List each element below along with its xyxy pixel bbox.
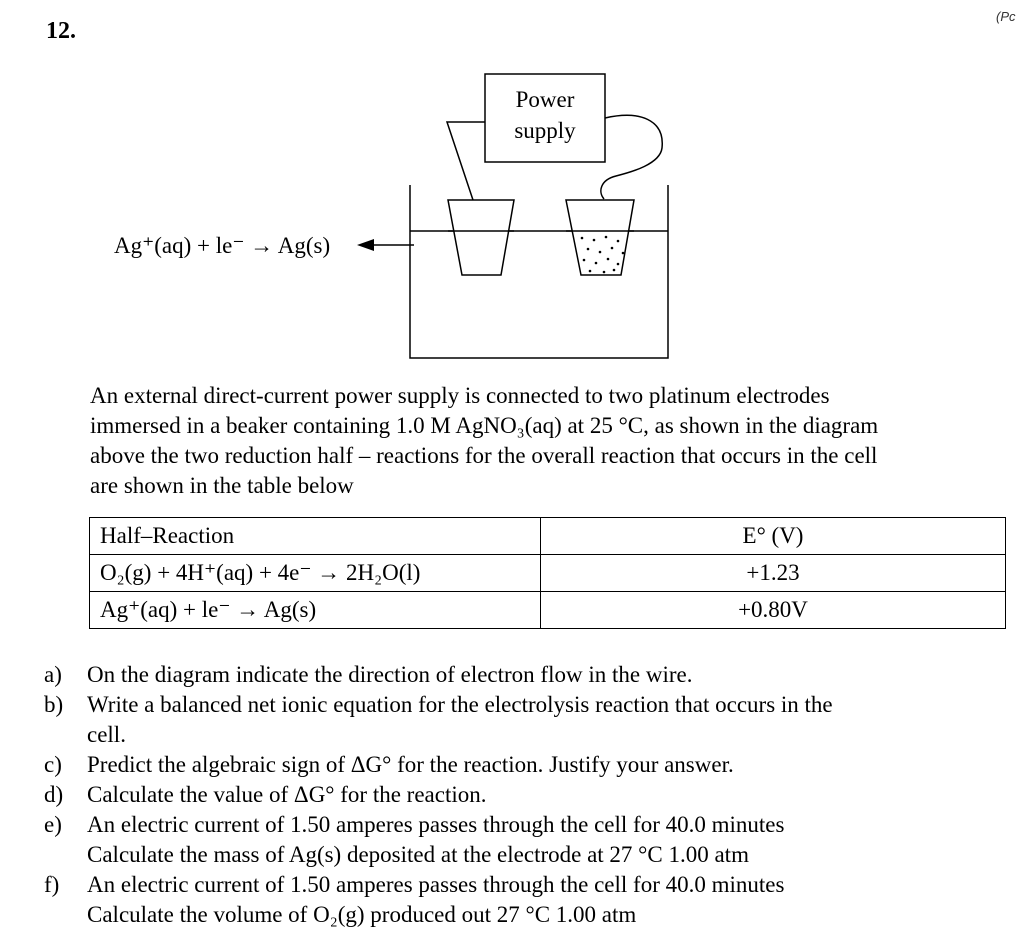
- part-text: Write a balanced net ionic equation for the electrolysis reaction that occurs in the: [87, 692, 833, 717]
- corner-label: (Pc: [996, 9, 1016, 24]
- annotation-equation: Ag⁺(aq) + le⁻ → Ag(s): [114, 233, 331, 258]
- part-text: On the diagram indicate the direction of electron flow in the wire.: [87, 662, 693, 687]
- table-row: [90, 592, 1006, 629]
- description-line: above the two reduction half – reactions for the overall reaction that occurs in the cell: [90, 443, 878, 468]
- electrolysis-diagram: [0, 60, 1036, 370]
- part-text: Calculate the mass of Ag(s) deposited at the electrode at 27 °C 1.00 atm: [87, 842, 749, 867]
- description-paragraph: [90, 381, 990, 501]
- description-line: are shown in the table below: [90, 473, 354, 498]
- part-text: cell.: [87, 722, 126, 747]
- table-header-cell: Half–Reaction: [90, 518, 541, 555]
- annotation-arrowhead: [357, 239, 374, 251]
- table-row: [90, 555, 1006, 592]
- left-wire: [447, 122, 485, 203]
- part-label: d): [44, 782, 64, 807]
- question-part-c: [44, 750, 984, 780]
- part-text: Calculate the value of ΔG° for the reaction.: [87, 782, 487, 807]
- table-cell: +1.23: [541, 555, 1006, 592]
- table-cell: Ag⁺(aq) + le⁻ → Ag(s): [90, 592, 541, 629]
- right-electrode: [566, 200, 634, 275]
- question-part-f: [44, 870, 984, 930]
- question-part-b: [44, 690, 984, 750]
- half-reaction-table: [89, 517, 1006, 629]
- power-supply-label-line1: Power: [515, 87, 575, 112]
- description-line: An external direct-current power supply is connected to two platinum electrodes: [90, 383, 830, 408]
- question-part-d: [44, 780, 984, 810]
- question-part-a: [44, 660, 984, 690]
- part-label: f): [44, 872, 60, 897]
- part-text: An electric current of 1.50 amperes passes through the cell for 40.0 minutes: [87, 872, 785, 897]
- table-cell: +0.80V: [541, 592, 1006, 629]
- part-label: b): [44, 692, 64, 717]
- question-part-e: [44, 810, 984, 870]
- table-header-cell: E° (V): [541, 518, 1006, 555]
- part-label: e): [44, 812, 62, 837]
- left-electrode: [448, 200, 514, 275]
- power-supply-label-line2: supply: [514, 118, 576, 143]
- part-label: c): [44, 752, 62, 777]
- question-number: 12.: [46, 18, 76, 44]
- description-line: immersed in a beaker containing 1.0 M AgNO₃(aq) at 25 °C, as shown in the diagram: [90, 413, 879, 438]
- part-text: Predict the algebraic sign of ΔG° for the reaction. Justify your answer.: [87, 752, 734, 777]
- right-wire: [601, 115, 662, 199]
- part-text: Calculate the volume of O₂(g) produced out 27 °C 1.00 atm: [87, 902, 637, 927]
- part-label: a): [44, 662, 62, 687]
- table-header-row: [90, 518, 1006, 555]
- table-cell: O₂(g) + 4H⁺(aq) + 4e⁻ → 2H₂O(l): [90, 555, 541, 592]
- question-parts: [44, 660, 984, 930]
- part-text: An electric current of 1.50 amperes passes through the cell for 40.0 minutes: [87, 812, 785, 837]
